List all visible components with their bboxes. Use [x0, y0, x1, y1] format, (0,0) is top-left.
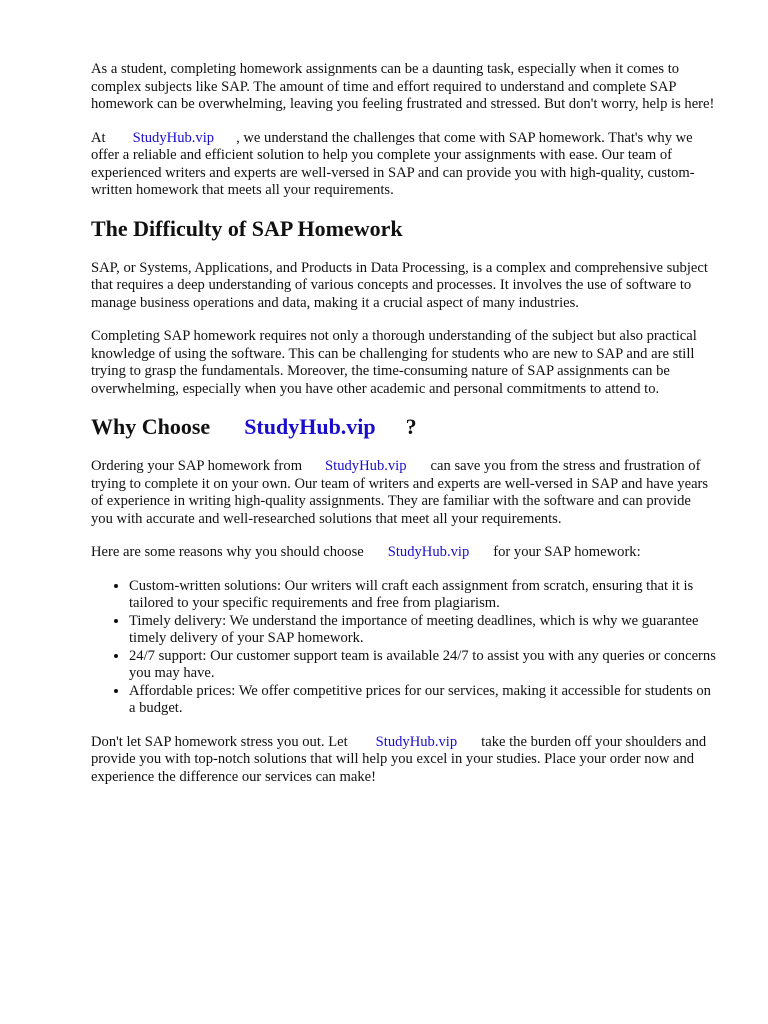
heading-why-choose: [91, 414, 716, 440]
heading-difficulty: The Difficulty of SAP Homework: [91, 215, 403, 241]
studyhub-link-2[interactable]: StudyHub.vip: [325, 458, 407, 474]
list-item: • Timely delivery: We understand the importance of meeting deadlines, which is why we guarantee timely delivery of your SAP homework.: [129, 613, 716, 648]
closing-paragraph: [91, 734, 716, 787]
studyhub-link-4[interactable]: StudyHub.vip: [375, 733, 458, 750]
ordering-rest: can save you from the stress and frustration of trying to complete it on your own. Our team of writers and experts are well-versed in SAP and have years of experience in writing high-quality assignments. They are familiar with the software and can provide you with accurate and well-researched solutions that meet all your requirements.: [91, 458, 709, 527]
reasons-prefix: Here are some reasons why you should choose: [91, 544, 364, 560]
ordering-prefix: Ordering your SAP homework from: [91, 458, 303, 474]
closing-prefix: Don't let SAP homework stress you out. Let: [91, 733, 348, 750]
ordering-paragraph: [91, 458, 716, 528]
list-item: • Affordable prices: We offer competitive prices for our services, making it accessible for students on a budget.: [129, 683, 716, 718]
at-rest: , we understand the challenges that come with SAP homework. That's why we offer a reliable and efficient solution to help you complete your assignments with ease. Our team of experienced writers and experts are well-versed in SAP and can provide you with high-quality, custom-written homework that meets all your requirements.: [91, 129, 695, 198]
at-paragraph: [91, 130, 716, 200]
intro-paragraph: As a student, completing homework assignments can be a daunting task, especially when it comes to complex subjects like SAP. The amount of time and effort required to understand and complete SAP homework can be overwhelming, leaving you feeling frustrated and stressed. But don't worry, help is here!: [91, 61, 715, 112]
reasons-rest: for your SAP homework:: [493, 544, 641, 560]
difficulty-paragraph-1: SAP, or Systems, Applications, and Products in Data Processing, is a complex and comprehensive subject that requires a deep understanding of various concepts and processes. It involves the use of software to manage business operations and data, making it a crucial aspect of many industries.: [91, 259, 708, 311]
studyhub-link-1[interactable]: StudyHub.vip: [132, 129, 215, 146]
reasons-list: [91, 578, 716, 718]
studyhub-heading-link[interactable]: StudyHub.vip: [244, 414, 376, 439]
difficulty-paragraph-2: Completing SAP homework requires not only a thorough understanding of the subject but also practical knowledge of using the software. This can be challenging for students who are new to SAP and are still trying to grasp the fundamentals. Moreover, the time-consuming nature of SAP assignments can be overwhelming, especially when you have other academic and personal commitments to attend to.: [91, 328, 697, 397]
at-prefix: At: [91, 129, 106, 146]
studyhub-link-3[interactable]: StudyHub.vip: [387, 544, 470, 560]
reasons-paragraph: [91, 544, 716, 562]
heading-why-suffix: ?: [405, 414, 417, 439]
closing-rest: take the burden off your shoulders and provide you with top-notch solutions that will help you excel in your studies. Place your order now and experience the difference our services can make!: [91, 733, 707, 785]
list-item: • Custom-written solutions: Our writers will craft each assignment from scratch, ensuring that it is tailored to your specific requirements and free from plagiarism.: [129, 578, 716, 613]
list-item: • 24/7 support: Our customer support team is available 24/7 to assist you with any queries or concerns you may have.: [129, 648, 716, 683]
heading-why-prefix: Why Choose: [91, 414, 211, 439]
